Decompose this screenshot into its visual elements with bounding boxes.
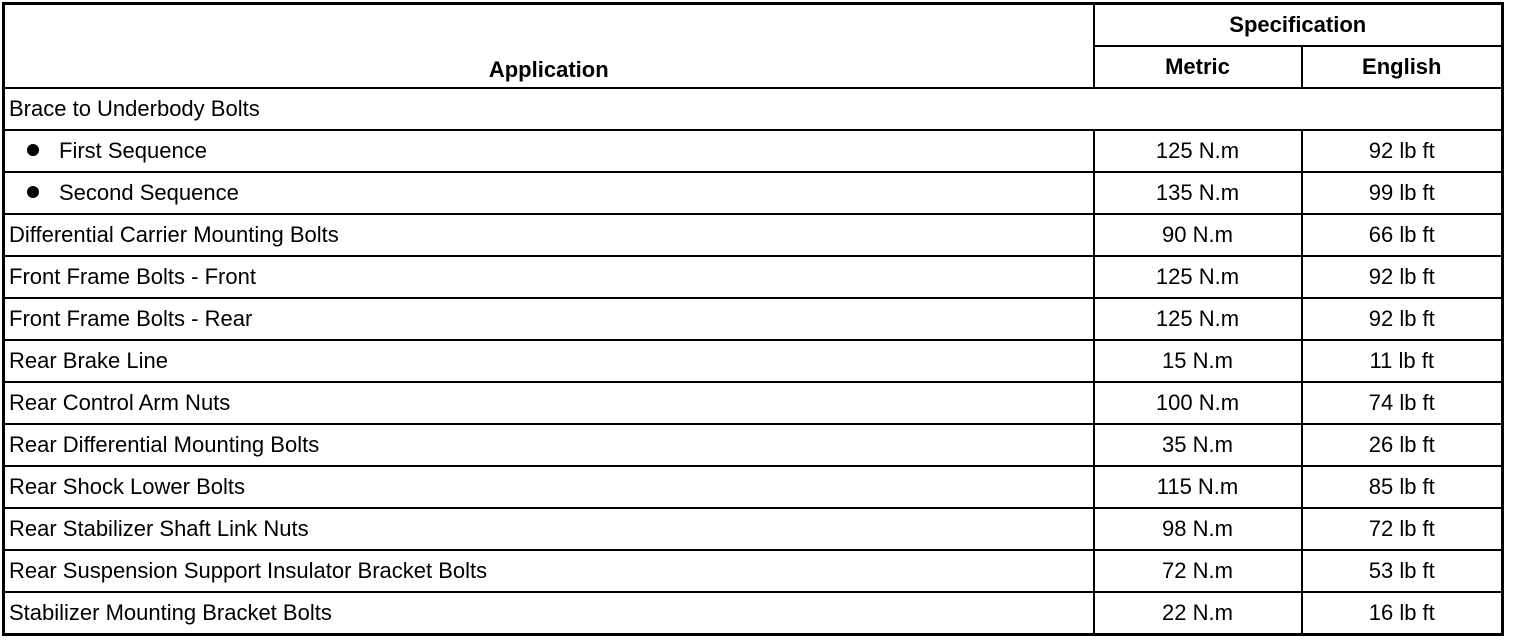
english-cell: 16 lb ft [1302, 592, 1503, 635]
metric-cell: 15 N.m [1094, 340, 1302, 382]
header-specification: Specification [1094, 4, 1503, 47]
header-application: Application [4, 4, 1094, 89]
metric-cell: 22 N.m [1094, 592, 1302, 635]
application-cell: Rear Control Arm Nuts [4, 382, 1094, 424]
english-cell: 66 lb ft [1302, 214, 1503, 256]
table-row [4, 592, 1503, 635]
english-cell: 11 lb ft [1302, 340, 1503, 382]
bullet-icon [27, 186, 39, 198]
application-cell: Rear Stabilizer Shaft Link Nuts [4, 508, 1094, 550]
table-row [4, 340, 1503, 382]
table-body [4, 88, 1503, 635]
metric-cell: 115 N.m [1094, 466, 1302, 508]
table-row [4, 256, 1503, 298]
group-label: Brace to Underbody Bolts [4, 88, 1503, 130]
header-metric: Metric [1094, 46, 1302, 88]
table-row [4, 508, 1503, 550]
application-cell: Rear Brake Line [4, 340, 1094, 382]
table-row [4, 550, 1503, 592]
metric-cell: 100 N.m [1094, 382, 1302, 424]
table-row [4, 298, 1503, 340]
sub-row [4, 172, 1503, 214]
sub-row-label: Second Sequence [59, 180, 239, 205]
english-cell: 92 lb ft [1302, 130, 1503, 172]
metric-cell: 98 N.m [1094, 508, 1302, 550]
table-row [4, 382, 1503, 424]
metric-cell: 72 N.m [1094, 550, 1302, 592]
metric-cell: 125 N.m [1094, 256, 1302, 298]
english-cell: 74 lb ft [1302, 382, 1503, 424]
bullet-icon [27, 144, 39, 156]
header-english: English [1302, 46, 1503, 88]
english-cell: 92 lb ft [1302, 256, 1503, 298]
english-cell: 85 lb ft [1302, 466, 1503, 508]
application-cell: Rear Suspension Support Insulator Bracket Bolts [4, 550, 1094, 592]
application-cell: Rear Shock Lower Bolts [4, 466, 1094, 508]
sub-row [4, 130, 1503, 172]
application-cell: Stabilizer Mounting Bracket Bolts [4, 592, 1094, 635]
table-row [4, 214, 1503, 256]
metric-cell: 90 N.m [1094, 214, 1302, 256]
sub-row-label-cell [4, 130, 1094, 172]
metric-cell: 35 N.m [1094, 424, 1302, 466]
torque-spec-table [2, 2, 1504, 636]
table-row [4, 424, 1503, 466]
english-cell: 99 lb ft [1302, 172, 1503, 214]
table-header [4, 4, 1503, 89]
english-cell: 72 lb ft [1302, 508, 1503, 550]
sub-row-label-cell [4, 172, 1094, 214]
metric-cell: 125 N.m [1094, 130, 1302, 172]
metric-cell: 125 N.m [1094, 298, 1302, 340]
table-row [4, 466, 1503, 508]
group-row [4, 88, 1503, 130]
application-cell: Front Frame Bolts - Rear [4, 298, 1094, 340]
english-cell: 26 lb ft [1302, 424, 1503, 466]
application-cell: Differential Carrier Mounting Bolts [4, 214, 1094, 256]
metric-cell: 135 N.m [1094, 172, 1302, 214]
application-cell: Rear Differential Mounting Bolts [4, 424, 1094, 466]
sub-row-label: First Sequence [59, 138, 207, 163]
english-cell: 53 lb ft [1302, 550, 1503, 592]
application-cell: Front Frame Bolts - Front [4, 256, 1094, 298]
english-cell: 92 lb ft [1302, 298, 1503, 340]
